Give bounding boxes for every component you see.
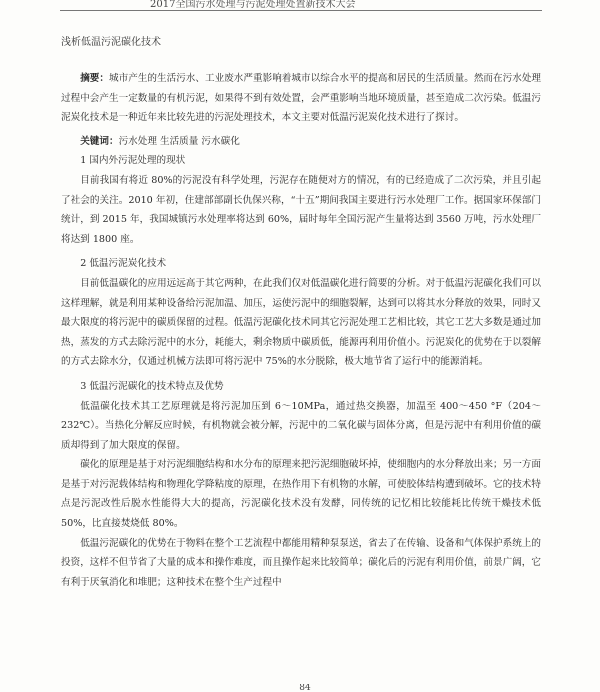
article-title: 浅析低温污泥碳化技术 xyxy=(61,37,161,48)
running-header: 2017全国污水处理与污泥处理处置新技术大会 xyxy=(150,0,356,9)
section-3-paragraph-3: 低温污泥碳化的优势在于物料在整个工艺流程中都能用精种泵泵送，省去了在传输、设备和气体保护系统上的投资，这样不但节省了大量的成本和操作难度，而且操作起来比较简单；碳化后的污泥有利用价值，前景广阔，它有利于厌氧消化和堆肥；这种技术在整个生产过程中 xyxy=(61,537,541,588)
article-body xyxy=(61,69,541,592)
keywords-label: 关键词： xyxy=(80,135,119,147)
section-2-paragraph-1: 目前低温碳化的应用远远高于其它两种，在此我们仅对低温碳化进行简要的分析。对于低温污泥碳化我们可以这样理解，就是利用某种设备给污泥加温、加压，运使污泥中的细胞裂解，达到可以将其水分释放的效果，同时又最大限度的将污泥中的碳质保留的过程。低温污泥碳化技术同其它污泥处理工艺相比较，其它工艺大多数是通过加热，蒸发的方式去除污泥中的水分，耗能大，剩余物质中碳质低，能源再利用价值小。污泥炭化的优势在于以裂解的方式去除水分，仅通过机械方法即可将污泥中 75%的水分脱除，极大地节省了运行中的能源消耗。 xyxy=(61,277,541,368)
section-3-paragraph-2: 碳化的原理是基于对污泥细胞结构和水分布的原理来把污泥细胞破坏掉，使细胞内的水分释放出来；另一方面是基于对污泥载体结构和物理化学降粘度的原理，在热作用下有机物的水解，可使胶体结构遭到破坏。它的技术特点是污泥改性后脱水性能得大大的提高，污泥碳化技术没有发酵，同传统的记忆相比较能耗比传统干燥技术低 50%，比直接焚烧低 80%。 xyxy=(61,459,541,530)
section-3-paragraph-1: 低温碳化技术其工艺原理就是将污泥加压到 6～10MPa，通过热交换器，加温至 400～450 °F（204～232℃）。当热化分解反应时候，有机物就会被分解，污泥中的二氧化碳与固体分离，但是污泥中有利用价值的碳质却得到了加大限度的保留。 xyxy=(61,400,541,451)
keywords-line xyxy=(61,132,541,152)
section-heading-1: 1 国内外污泥处理的现状 xyxy=(80,155,186,167)
section-heading-2: 2 低温污泥炭化技术 xyxy=(80,258,167,270)
page-number: 84 xyxy=(299,684,311,692)
section-1-paragraph-1: 目前我国有将近 80%的污泥没有科学处理，污泥存在随便对方的情况，有的已经造成了二次污染，并且引起了社会的关注。2010 年初，住建部部副长仇保兴称，“十五”期间我国主要进行污水处理厂工作。据国家环保部门统计，到 2015 年，我国城镇污水处理率将达到 60%，届时每年全国污泥产生量将达到 3560 万吨，污水处理厂将达到 1800 座。 xyxy=(61,174,541,245)
section-heading-3: 3 低温污泥碳化的技术特点及优势 xyxy=(80,380,224,392)
abstract-label: 摘要： xyxy=(80,73,109,84)
abstract-text: 城市产生的生活污水、工业废水严重影响着城市以综合水平的提高和居民的生活质量。然而在污水处理过程中会产生一定数量的有机污泥，如果得不到有效处置，会严重影响当地环境质量，甚至造成二次污染。低温污泥炭化技术是一种近年来比较先进的污泥处理技术，本文主要对低温污泥炭化技术进行了探讨。 xyxy=(61,73,542,124)
abstract-paragraph xyxy=(61,69,541,128)
keywords-text: 污水处理 生活质量 污水碳化 xyxy=(118,135,240,147)
header-rule xyxy=(60,10,542,11)
